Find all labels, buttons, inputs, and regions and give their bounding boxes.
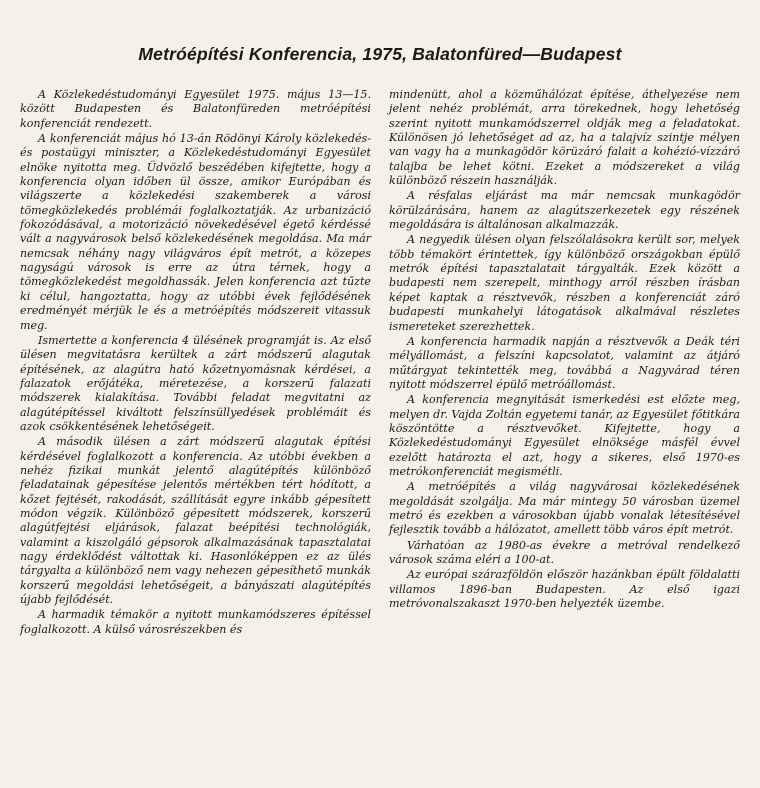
paragraph: A metróépítés a világ nagyvárosai közlekedésének megoldását szolgálja. Ma már mintegy 50 városban üzemel metró és ezekben a városokban újabb vonalak létesítésével fejlesztik tovább a hálózatot, amellett több város épít metrót. [389,480,740,537]
paragraph: A konferencia harmadik napján a résztvevők a Deák téri mélyállomást, a felszíni kapcsolatot, valamint az átjáró műtárgyat tekintették meg, továbbá a Nagyvárad téren nyitott módszerrel épülő metróállomást. [389,334,740,391]
paragraph: Várhatóan az 1980-as évekre a metróval rendelkező városok száma eléri a 100-at. [389,538,740,566]
paragraph: A Közlekedéstudományi Egyesület 1975. május 13—15. között Budapesten és Balatonfüreden metróépítési konferenciát rendezett. [20,88,371,130]
paragraph: A negyedik ülésen olyan felszólalásokra került sor, melyek több témakört érintettek, így különböző országokban épülő metrók építési tapasztalatait tárgyalták. Ezek között a budapesti nem szerepelt, minthogy arról részben írásban képet kaptak a résztvevők, részben a konferenciát záró budapesti munkahelyi látogatások alkalmával részletes ismereteket szerezhettek. [389,233,740,333]
paragraph-continuation: mindenütt, ahol a közműhálózat építése, áthelyezése nem jelent nehéz problémát, arra törekednek, hogy lehetőség szerint nyitott munkamódszerrel oldják meg a feladatokat. Különösen jó lehetőséget ad az, ha a talajvíz szintje mélyen van vagy ha a munkagödör körüzáró falait a kohézió-vízzáró talajba be lehet kötni. Ezeket a módszereket a világ különböző részein használják. [389,88,740,188]
paragraph: A résfalas eljárást ma már nemcsak munkagödör körülzárására, hanem az alagútszerkezetek egy részének megoldására is általánosan alkalmazzák. [389,189,740,232]
article-body [20,88,740,637]
paragraph: A második ülésen a zárt módszerű alagutak építési kérdésével foglalkozott a konferencia. Az utóbbi években a nehéz fizikai munkát jelentő alagútépítés különböző feladatainak gépesítése jelentős mértékben tért hódított, a kőzet fejtését, rakodását, szállítását egyre inkább gépesített módon végzik. Különböző gépesített módszerek, korszerű alagútfejtési eljárások, falazat beépítési technológiák, valamint a kiszolgáló gépsorok alkalmazásának tapasztalatai nagy érdeklődést váltottak ki. Hasonlóképpen ez az ülés tárgyalta a különböző nem vagy nehezen gépesíthető munkák korszerű megoldási lehetőségeit, a bányászati alagútépítés újabb fejlődését. [20,435,371,607]
right-column [389,88,740,637]
paragraph: A konferencia megnyitását ismerkedési est előzte meg, melyen dr. Vajda Zoltán egyetemi tanár, az Egyesület főtitkára köszöntötte a résztvevőket. Kifejtette, hogy a Közlekedéstudományi Egyesület elnöksége másfél évvel ezelőtt határozta el azt, hogy a sikeres, első 1970-es metrókonferenciát megismétli. [389,393,740,478]
article-title: Metróépítési Konferencia, 1975, Balatonfüred—Budapest [138,44,622,64]
paragraph: Ismertette a konferencia 4 ülésének programját is. Az első ülésen megvitatásra kerültek a zárt módszerű alagutak építésének, az alagútra ható kőzetnyomásnak kérdései, a falazatok erőjátéka, méretezése, a korszerű falazati módszerek kialakítása. További feladat megvitatni az alagútépítéssel kiváltott felszínsüllyedések problémáit és azok csökkentésének lehetőségeit. [20,333,371,433]
paragraph: A harmadik témakör a nyitott munkamódszeres építéssel foglalkozott. A külső városrészekben és [20,608,371,636]
paragraph: A konferenciát május hó 13-án Rödönyi Károly közlekedés- és postaügyi miniszter, a Közlekedéstudományi Egyesület elnöke nyitotta meg. Üdvözlő beszédében kifejtette, hogy a konferencia olyan időben ül össze, amikor Európában és világszerte a közlekedési szakemberek a városi tömegközlekedés problémái foglalkoztatják. Az urbanizáció fokozódásával, a motorizáció növekedésével égető kérdéssé vált a nagyvárosok belső közlekedésének megoldása. Ma már nemcsak néhány nagy világváros épít metrót, a közepes nagyságú városok is erre az útra térnek, hogy a tömegközlekedést megoldhassák. Jelen konferencia azt tűzte ki célul, hangoztatta, hogy az utóbbi évek fejlődésének eredményét mérjük le és a metróépítés módszereit vitassuk meg. [20,132,371,332]
left-column [20,88,371,637]
paragraph: Az európai szárazföldön először hazánkban épült földalatti villamos 1896-ban Budapesten. Az első igazi metróvonalszakaszt 1970-ben helyezték üzembe. [389,568,740,611]
